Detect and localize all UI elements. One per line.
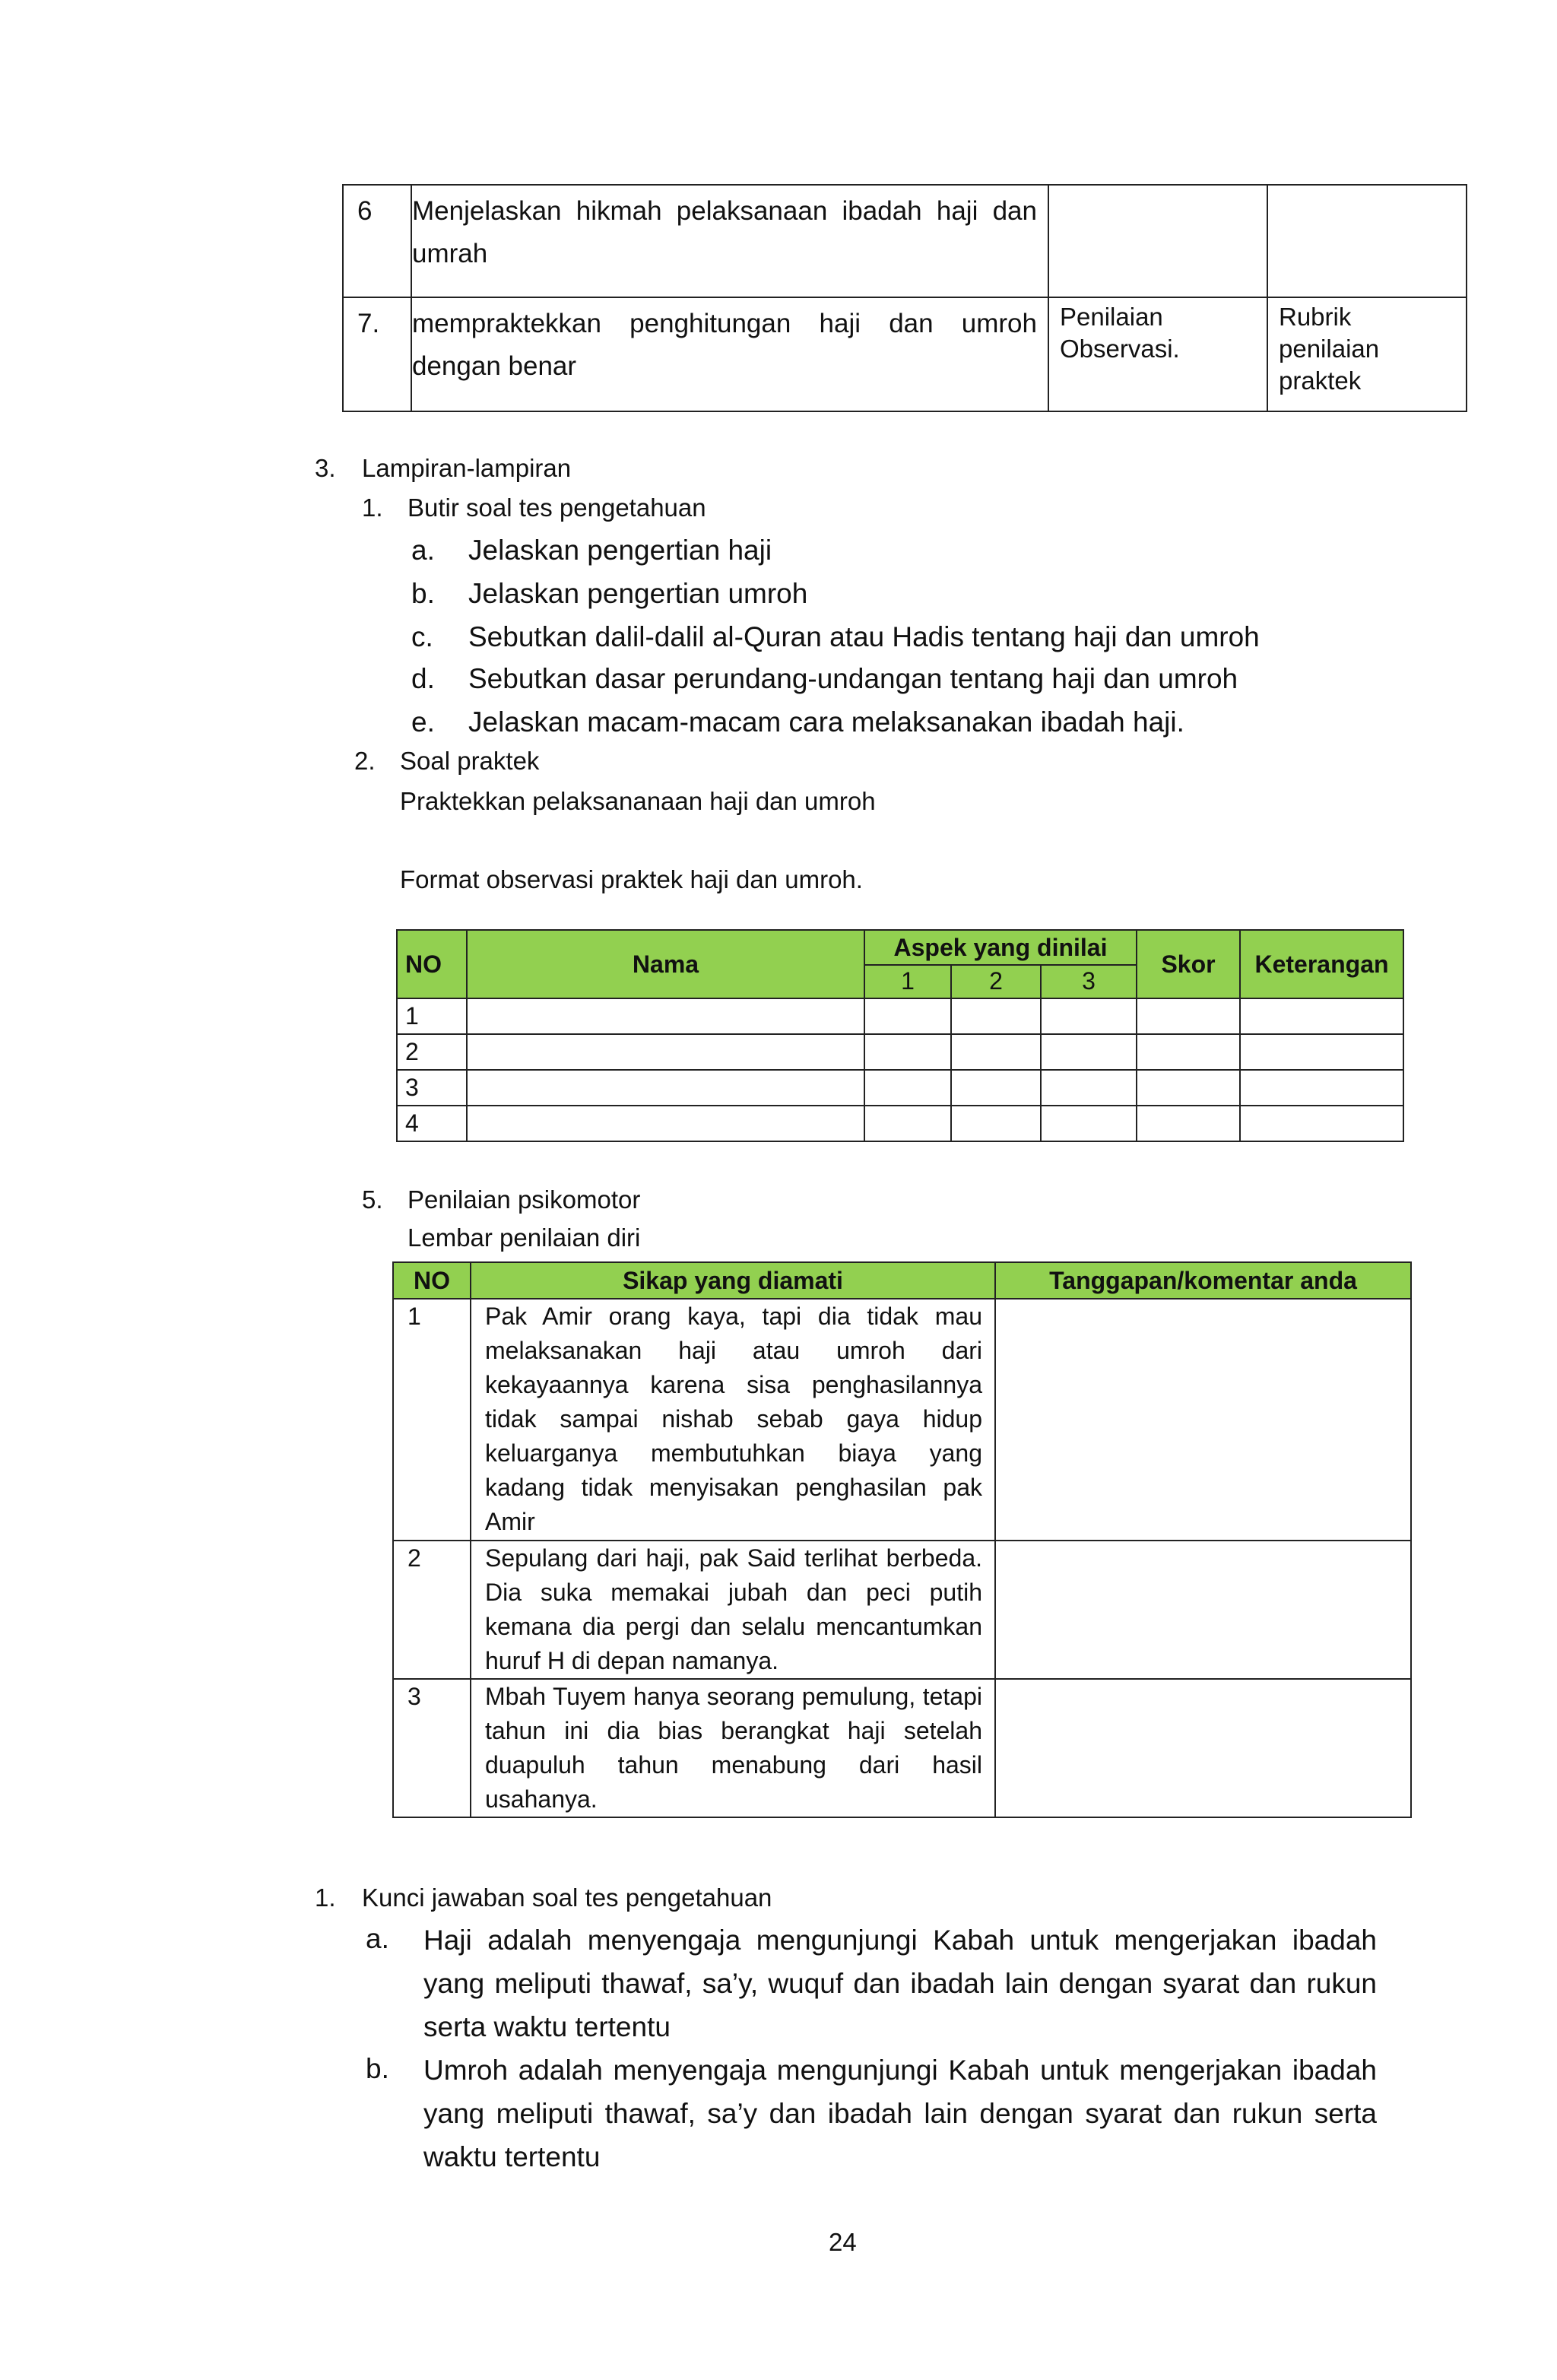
score-cell[interactable]: [951, 1106, 1041, 1141]
list-marker: b.: [366, 2053, 389, 2084]
name-cell[interactable]: [467, 1106, 864, 1141]
header-no: NO: [393, 1262, 471, 1299]
row-teknik: Penilaian Observasi.: [1048, 297, 1267, 411]
question-item: [411, 705, 1184, 740]
sikap-text: Mbah Tuyem hanya seorang pemulung, tetapi tahun ini dia bias berangkat haji setelah duapuluh tahun menabung dari hasil usahanya.: [471, 1679, 995, 1817]
table-row: [397, 1070, 1403, 1106]
table-row: [393, 1299, 1411, 1541]
lampiran-title: Lampiran-lampiran: [362, 454, 572, 482]
row-instrumen: Rubrik penilaian praktek: [1267, 297, 1467, 411]
question-text: Sebutkan dasar perundang-undangan tentang haji dan umroh: [468, 663, 1238, 694]
list-marker: 1.: [315, 1883, 336, 1912]
list-marker: 3.: [315, 454, 336, 482]
question-text: Jelaskan pengertian umroh: [468, 578, 808, 609]
sikap-text: Pak Amir orang kaya, tapi dia tidak mau melaksanakan haji atau umroh dari kekayaannya karena sisa penghasilannya tidak sampai nishab sebab gaya hidup keluarganya membutuhkan biaya yang kadang tidak menyisakan penghasilan pak Amir: [471, 1299, 995, 1541]
header-no: NO: [397, 930, 467, 998]
name-cell[interactable]: [467, 1070, 864, 1106]
skor-cell[interactable]: [1137, 998, 1240, 1034]
table-row: [397, 998, 1403, 1034]
header-sikap: Sikap yang diamati: [471, 1262, 995, 1299]
header-nama: Nama: [467, 930, 864, 998]
row-number: 3: [397, 1070, 467, 1106]
table-row: [393, 1541, 1411, 1679]
row-number: 1: [393, 1299, 471, 1541]
indicator-table: [342, 184, 1467, 412]
observation-table: [396, 929, 1404, 1142]
row-description: Menjelaskan hikmah pelaksanaan ibadah haji dan umrah: [411, 185, 1048, 297]
list-marker: 2.: [354, 747, 376, 775]
row-number: 2: [397, 1034, 467, 1070]
score-cell[interactable]: [1041, 1070, 1137, 1106]
table-row: [397, 1106, 1403, 1141]
header-aspek-1: 1: [864, 965, 951, 998]
table-header-row: [397, 930, 1403, 965]
praktek-heading: [354, 746, 539, 776]
answer-text: Umroh adalah menyengaja mengunjungi Kabah untuk mengerjakan ibadah yang meliputi thawaf, sa’y dan ibadah lain dengan syarat dan rukun serta waktu tertentu: [423, 2055, 1377, 2172]
score-cell[interactable]: [1041, 998, 1137, 1034]
keterangan-cell[interactable]: [1240, 1034, 1403, 1070]
question-item: [411, 662, 1238, 697]
table-row: [343, 185, 1467, 297]
tanggapan-cell[interactable]: [995, 1299, 1411, 1541]
score-cell[interactable]: [951, 1034, 1041, 1070]
score-cell[interactable]: [951, 998, 1041, 1034]
list-marker: 1.: [362, 493, 383, 522]
list-marker: d.: [411, 663, 435, 694]
name-cell[interactable]: [467, 998, 864, 1034]
row-description: mempraktekkan penghitungan haji dan umroh dengan benar: [411, 297, 1048, 411]
row-number: 4: [397, 1106, 467, 1141]
sikap-text: Sepulang dari haji, pak Said terlihat berbeda. Dia suka memakai jubah dan peci putih kemana dia pergi dan selalu mencantumkan huruf H di depan namanya.: [471, 1541, 995, 1679]
tanggapan-cell[interactable]: [995, 1679, 1411, 1817]
keterangan-cell[interactable]: [1240, 1070, 1403, 1106]
row-number: 2: [393, 1541, 471, 1679]
butir-heading: [362, 493, 706, 523]
psikomotor-table: [392, 1261, 1412, 1818]
skor-cell[interactable]: [1137, 1034, 1240, 1070]
question-item: [411, 533, 772, 568]
lampiran-heading: [315, 453, 571, 484]
tanggapan-cell[interactable]: [995, 1541, 1411, 1679]
praktek-title: Soal praktek: [400, 747, 540, 775]
row-number: 3: [393, 1679, 471, 1817]
header-skor: Skor: [1137, 930, 1240, 998]
psikomotor-heading: [362, 1185, 640, 1215]
table-row: [393, 1679, 1411, 1817]
keterangan-cell[interactable]: [1240, 998, 1403, 1034]
list-marker: a.: [411, 535, 435, 566]
question-text: Jelaskan pengertian haji: [468, 535, 772, 566]
butir-title: Butir soal tes pengetahuan: [407, 493, 706, 522]
score-cell[interactable]: [864, 998, 951, 1034]
header-aspek: Aspek yang dinilai: [864, 930, 1137, 965]
psikomotor-title: Penilaian psikomotor: [407, 1185, 641, 1214]
list-marker: e.: [411, 706, 435, 738]
list-marker: c.: [411, 621, 433, 652]
row-number: 7.: [343, 297, 411, 411]
psikomotor-subtitle: Lembar penilaian diri: [407, 1223, 641, 1252]
name-cell[interactable]: [467, 1034, 864, 1070]
row-teknik: [1048, 185, 1267, 297]
table-row: [397, 1034, 1403, 1070]
score-cell[interactable]: [864, 1034, 951, 1070]
row-number: 6: [343, 185, 411, 297]
praktek-instruction: Praktekkan pelaksananaan haji dan umroh: [400, 787, 876, 815]
score-cell[interactable]: [864, 1070, 951, 1106]
score-cell[interactable]: [1041, 1106, 1137, 1141]
list-marker: b.: [411, 578, 435, 609]
table-row: [343, 297, 1467, 411]
list-marker: 5.: [362, 1185, 383, 1214]
observasi-format-title: Format observasi praktek haji dan umroh.: [400, 865, 863, 893]
kunci-heading: [315, 1883, 772, 1913]
question-text: Jelaskan macam-macam cara melaksanakan ibadah haji.: [468, 706, 1184, 738]
score-cell[interactable]: [864, 1106, 951, 1141]
answer-text: Haji adalah menyengaja mengunjungi Kabah untuk mengerjakan ibadah yang meliputi thawaf, sa’y, wuquf dan ibadah lain dengan syarat dan rukun serta waktu tertentu: [423, 1925, 1377, 2042]
header-keterangan: Keterangan: [1240, 930, 1403, 998]
page-number: 24: [829, 2228, 857, 2256]
score-cell[interactable]: [951, 1070, 1041, 1106]
kunci-title: Kunci jawaban soal tes pengetahuan: [362, 1883, 772, 1912]
skor-cell[interactable]: [1137, 1106, 1240, 1141]
question-item: [411, 620, 1260, 655]
table-header-row: [393, 1262, 1411, 1299]
score-cell[interactable]: [1041, 1034, 1137, 1070]
row-instrumen: [1267, 185, 1467, 297]
list-marker: a.: [366, 1923, 389, 1954]
question-text: Sebutkan dalil-dalil al-Quran atau Hadis tentang haji dan umroh: [468, 621, 1260, 652]
header-tanggapan: Tanggapan/komentar anda: [995, 1262, 1411, 1299]
header-aspek-3: 3: [1041, 965, 1137, 998]
header-aspek-2: 2: [951, 965, 1041, 998]
skor-cell[interactable]: [1137, 1070, 1240, 1106]
row-number: 1: [397, 998, 467, 1034]
keterangan-cell[interactable]: [1240, 1106, 1403, 1141]
question-item: [411, 576, 807, 611]
